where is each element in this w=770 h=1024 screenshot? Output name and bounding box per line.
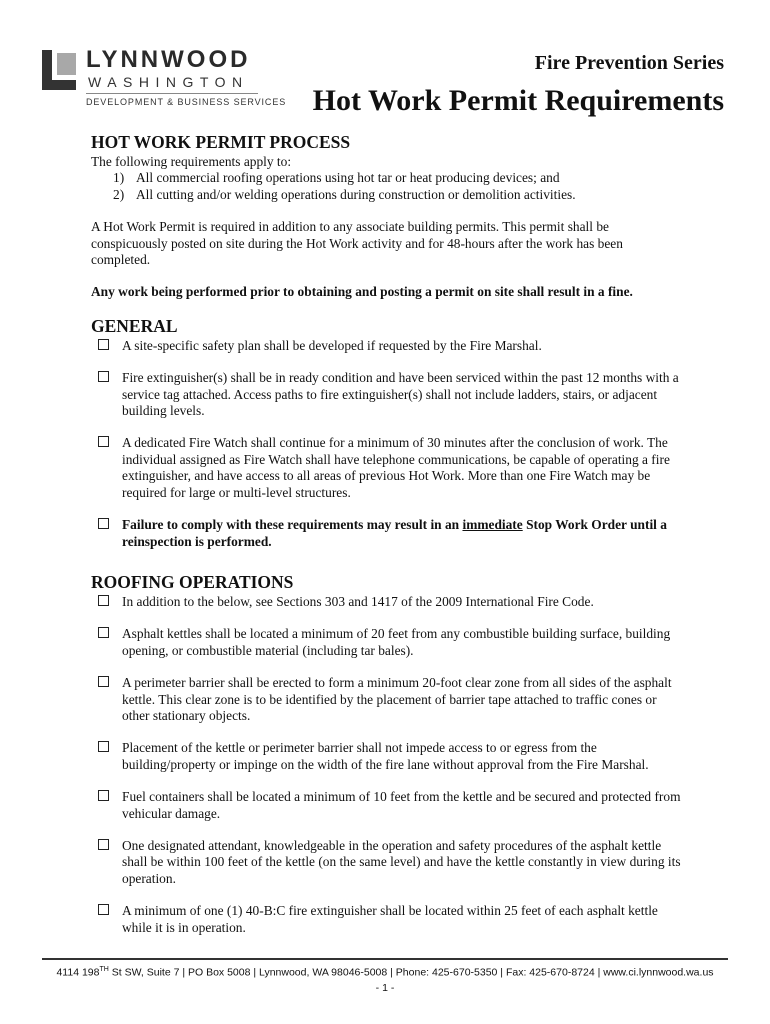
checkbox[interactable] [98, 839, 109, 850]
address-start: 4114 198 [56, 966, 100, 979]
list-item [91, 170, 681, 186]
checklist-item [91, 675, 681, 724]
series-label: Fire Prevention Series [534, 52, 724, 74]
checklist-item-text: Fire extinguisher(s) shall be in ready condition and have been serviced within the past 12 months with a service tag attached. Access paths to fire extinguisher(s) shall not include ladders, stairs, or adjacent building levels. [122, 370, 679, 419]
checkbox[interactable] [98, 627, 109, 638]
checkbox[interactable] [98, 371, 109, 382]
checklist-item [91, 435, 681, 501]
numbered-list [91, 170, 681, 203]
stop-work-emphasis: immediate [462, 517, 523, 533]
list-item-text: All commercial roofing operations using hot tar or heat producing devices; and [136, 170, 560, 186]
section-general [91, 316, 681, 550]
checklist-item-text: Placement of the kettle or perimeter barrier shall not impede access to or egress from the building/property or impinge on the width of the fire lane without approval from the Fire Marshal. [122, 740, 649, 772]
checklist-item-text: A minimum of one (1) 40-B:C fire extinguisher shall be located within 25 feet of each asphalt kettle while it is in operation. [122, 903, 658, 935]
list-item [91, 187, 681, 203]
page-number: - 1 - [375, 982, 395, 994]
checklist [91, 594, 681, 936]
checklist-item-text: Asphalt kettles shall be located a minimum of 20 feet from any combustible building surface, building opening, or combustible material (including tar bales). [122, 626, 671, 658]
logo-name: LYNNWOOD [86, 46, 251, 73]
checklist-item-text: One designated attendant, knowledgeable in the operation and safety procedures of the asphalt kettle shall be within 100 feet of the kettle (on the same level) and have the kettle constantly in view during its operation. [122, 837, 681, 886]
checkbox[interactable] [98, 741, 109, 752]
logo-department: DEVELOPMENT & BUSINESS SERVICES [86, 97, 287, 107]
checklist-item [91, 789, 681, 822]
footer-divider [42, 958, 728, 960]
checklist-item-text: Fuel containers shall be located a minimum of 10 feet from the kettle and be secured and protected from vehicular damage. [122, 789, 681, 821]
section-heading: GENERAL [91, 315, 178, 336]
document-title: Hot Work Permit Requirements [312, 84, 724, 117]
section-permit-process [91, 132, 681, 301]
checklist-item-text: A dedicated Fire Watch shall continue for a minimum of 30 minutes after the conclusion of work. The individual assigned as Fire Watch shall have telephone communications, be capable of operating a fire extinguisher, and have access to all areas of previous Hot Work. More than one Fire Watch may be required for large or multi-level structures. [122, 435, 670, 500]
section-heading: ROOFING OPERATIONS [91, 571, 294, 592]
logo-state: WASHINGTON [88, 74, 249, 90]
footer-address [0, 966, 770, 979]
checklist-item-text: In addition to the below, see Sections 303 and 1417 of the 2009 International Fire Code. [122, 593, 594, 609]
checklist-item [91, 370, 681, 419]
city-logo [42, 46, 287, 112]
checklist-item [91, 626, 681, 659]
address-rest: St SW, Suite 7 | PO Box 5008 | Lynnwood, WA 98046-5008 | Phone: 425-670-5350 | Fax: 425-670-8724 | www.ci.lynnwood.wa.us [108, 966, 714, 979]
fine-warning: Any work being performed prior to obtaining and posting a permit on site shall result in a fine. [91, 284, 633, 300]
checkbox[interactable] [98, 904, 109, 915]
logo-divider [86, 93, 258, 94]
section-heading: HOT WORK PERMIT PROCESS [91, 132, 351, 152]
checklist-item [91, 517, 681, 550]
logo-mark-icon [42, 50, 76, 90]
list-number: 1) [113, 170, 125, 186]
checklist-item [91, 338, 681, 354]
list-number: 2) [113, 186, 125, 202]
checklist-item [91, 740, 681, 773]
checklist-item-text: A perimeter barrier shall be erected to form a minimum 20-foot clear zone from all sides of the asphalt kettle. This clear zone is to be identified by the placement of barrier tape attached to traffic cones or other stationary objects. [122, 675, 672, 723]
checklist-item [91, 838, 681, 887]
permit-paragraph: A Hot Work Permit is required in addition to any associate building permits. This permit shall be conspicuously posted on site during the Hot Work activity and for 48-hours after the work has been completed. [91, 219, 623, 268]
checkbox[interactable] [98, 790, 109, 801]
stop-work-after: Stop Work Order until a reinspection is performed. [122, 517, 667, 549]
section-roofing-operations [91, 572, 681, 936]
checklist-item [91, 594, 681, 610]
checkbox[interactable] [98, 436, 109, 447]
list-item-text: All cutting and/or welding operations during construction or demolition activities. [136, 186, 576, 202]
document-body [91, 132, 681, 936]
address-ordinal: TH [99, 966, 109, 973]
stop-work-before: Failure to comply with these requirements may result in an [122, 517, 463, 533]
checkbox[interactable] [98, 339, 109, 350]
checkbox[interactable] [98, 595, 109, 606]
checkbox[interactable] [98, 518, 109, 529]
checklist-item [91, 903, 681, 936]
checklist [91, 338, 681, 550]
checkbox[interactable] [98, 676, 109, 687]
intro-text: The following requirements apply to: [91, 154, 292, 169]
checklist-item-text: A site-specific safety plan shall be developed if requested by the Fire Marshal. [122, 337, 542, 353]
